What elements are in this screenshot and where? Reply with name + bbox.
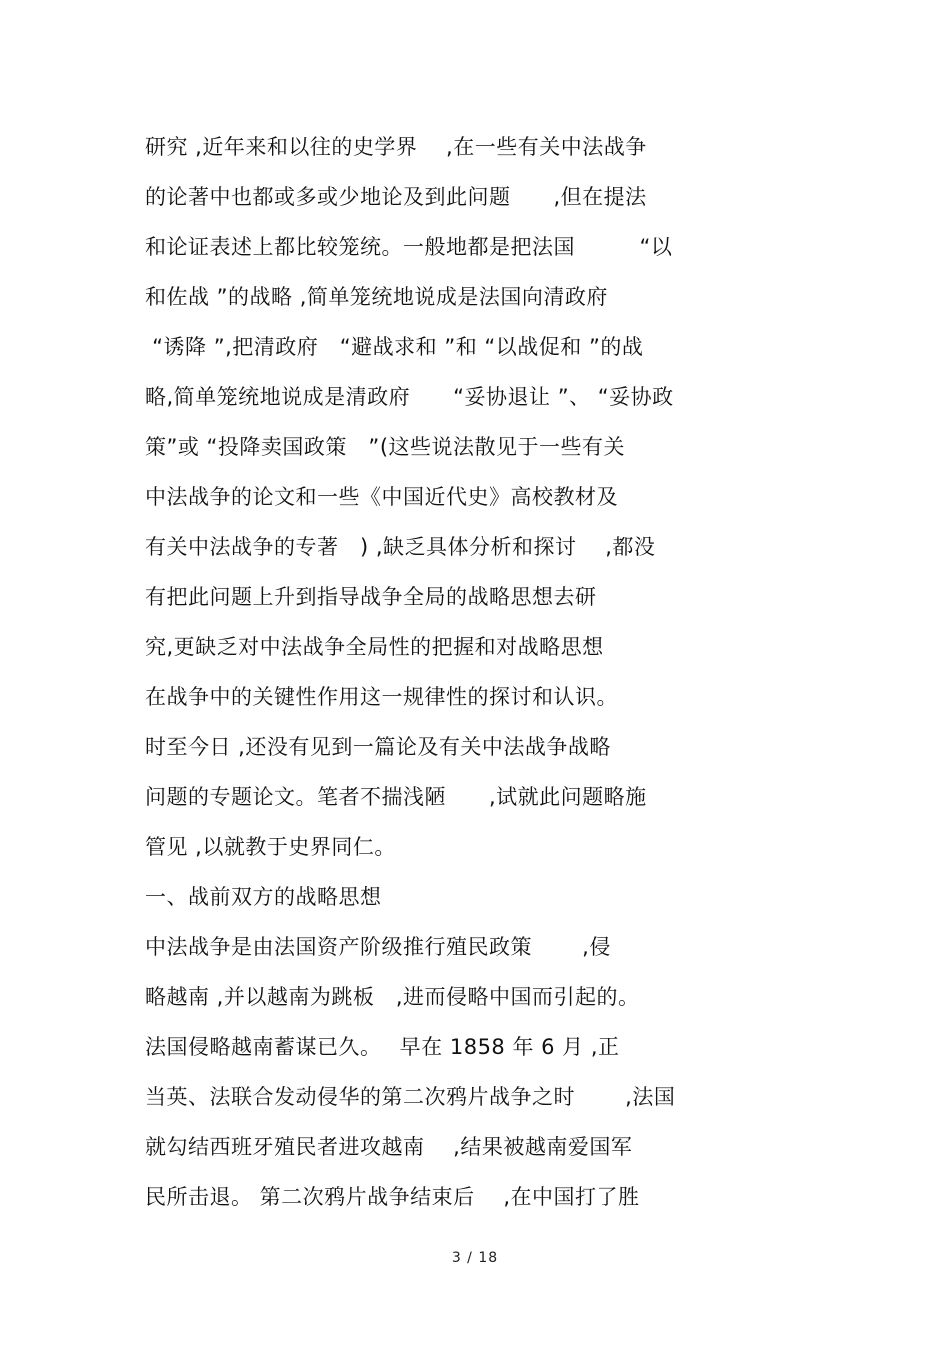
section-heading: 一、战前双方的战略思想 — [145, 885, 382, 909]
text-line: 有把此问题上升到指导战争全局的战略思想去研 — [145, 585, 597, 609]
page-number: 3 / 18 — [451, 1250, 499, 1266]
text-line: 的论著中也都或多或少地论及到此问题 ,但在提法 — [145, 185, 647, 209]
text-line: 就勾结西班牙殖民者进攻越南 ,结果被越南爱国军 — [145, 1135, 633, 1159]
text-line: 和佐战 ”的战略 ,简单笼统地说成是法国向清政府 — [145, 285, 608, 309]
text-line: 略,简单笼统地说成是清政府 “妥协退让 ”、 “妥协政 — [145, 385, 674, 409]
text-line: 中法战争是由法国资产阶级推行殖民政策 ,侵 — [145, 935, 611, 959]
text-line: 在战争中的关键性作用这一规律性的探讨和认识。 — [145, 685, 618, 709]
text-line: 时至今日 ,还没有见到一篇论及有关中法战争战略 — [145, 735, 611, 759]
body-text — [145, 122, 765, 1222]
text-line: 中法战争的论文和一些《中国近代史》高校教材及 — [145, 485, 618, 509]
text-line: 究,更缺乏对中法战争全局性的把握和对战略思想 — [145, 635, 604, 659]
text-line: 和论证表述上都比较笼统。一般地都是把法国 “以 — [145, 235, 673, 259]
text-line: 略越南 ,并以越南为跳板 ,进而侵略中国而引起的。 — [145, 985, 640, 1009]
text-line: 民所击退。 第二次鸦片战争结束后 ,在中国打了胜 — [145, 1185, 640, 1209]
text-line: 管见 ,以就教于史界同仁。 — [145, 835, 396, 859]
text-line: 当英、法联合发动侵华的第二次鸦片战争之时 ,法国 — [145, 1085, 676, 1109]
text-line: 问题的专题论文。笔者不揣浅陋 ,试就此问题略施 — [145, 785, 647, 809]
text-line: “诱降 ”,把清政府 “避战求和 ”和 “以战促和 ”的战 — [145, 335, 644, 359]
text-line: 研究 ,近年来和以往的史学界 ,在一些有关中法战争 — [145, 135, 647, 159]
text-line: 法国侵略越南蓄谋已久。 早在 1858 年 6 月 ,正 — [145, 1035, 620, 1059]
text-line: 策”或 “投降卖国政策 ”(这些说法散见于一些有关 — [145, 435, 626, 459]
text-line: 有关中法战争的专著 ) ,缺乏具体分析和探讨 ,都没 — [145, 535, 656, 559]
